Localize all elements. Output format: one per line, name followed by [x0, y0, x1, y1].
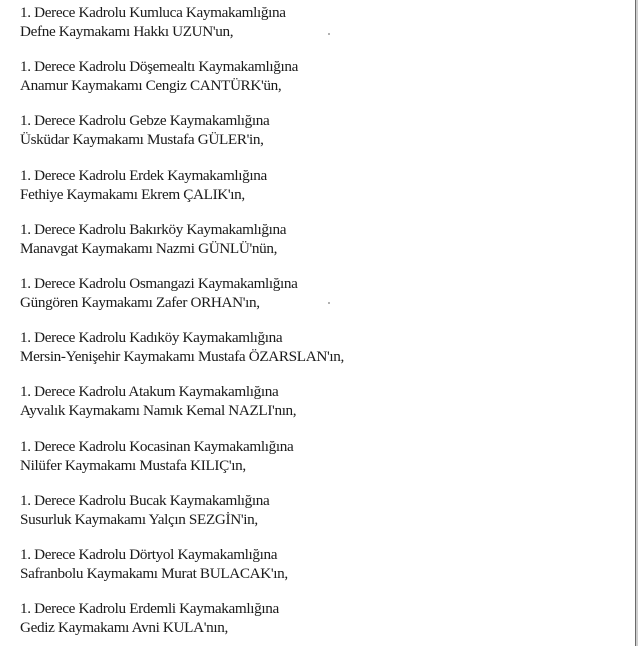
position-text: 1. Derece Kadrolu Kumluca Kaymakamlığına — [20, 4, 286, 21]
position-text: 1. Derece Kadrolu Bakırköy Kaymakamlığına — [20, 220, 287, 238]
appointment-entry — [20, 166, 344, 220]
appointment-entry — [20, 491, 344, 545]
position-text: 1. Derece Kadrolu Erdemli Kaymakamlığına — [20, 600, 279, 618]
appointment-entry — [20, 274, 344, 328]
position-text: 1. Derece Kadrolu Bucak Kaymakamlığına — [20, 491, 270, 509]
appointee-text: Ayvalık Kaymakamı Namık Kemal NAZLI'nın, — [20, 402, 297, 420]
appointment-entry — [20, 57, 344, 111]
appointment-entry — [20, 111, 344, 165]
appointment-entry — [20, 382, 344, 436]
appointee-text: Susurluk Kaymakamı Yalçın SEZGİN'in, — [20, 510, 258, 528]
appointee-text: Fethiye Kaymakamı Ekrem ÇALIK'ın, — [20, 185, 245, 203]
appointee-text: Nilüfer Kaymakamı Mustafa KILIÇ'ın, — [20, 456, 246, 474]
position-text: 1. Derece Kadrolu Döşemealtı Kaymakamlığına — [20, 58, 299, 76]
appointee-text: Güngören Kaymakamı Zafer ORHAN'ın, — [20, 293, 260, 311]
position-text: 1. Derece Kadrolu Gebze Kaymakamlığına — [20, 112, 270, 130]
appointment-entry — [20, 599, 344, 653]
appointee-text: Manavgat Kaymakamı Nazmi GÜNLÜ'nün, — [20, 239, 278, 257]
position-text: 1. Derece Kadrolu Osmangazi Kaymakamlığına — [20, 274, 298, 292]
position-text: 1. Derece Kadrolu Kadıköy Kaymakamlığına — [20, 329, 283, 347]
appointee-text: Gediz Kaymakamı Avni KULA'nın, — [20, 619, 228, 637]
appointee-text: Mersin-Yenişehir Kaymakamı Mustafa ÖZARSLAN'ın, — [20, 348, 344, 366]
position-text: 1. Derece Kadrolu Erdek Kaymakamlığına — [20, 166, 267, 184]
appointee-text: Üsküdar Kaymakamı Mustafa GÜLER'in, — [20, 131, 264, 149]
appointment-entry — [20, 220, 344, 274]
appointment-entry — [20, 437, 344, 491]
appointment-list — [20, 3, 344, 653]
position-text: 1. Derece Kadrolu Kocasinan Kaymakamlığına — [20, 437, 294, 455]
page-edge-line — [635, 0, 636, 646]
appointment-entry — [20, 3, 344, 57]
position-text: 1. Derece Kadrolu Dörtyol Kaymakamlığına — [20, 545, 278, 563]
appointment-entry — [20, 545, 344, 599]
appointee-text: Safranbolu Kaymakamı Murat BULACAK'ın, — [20, 564, 288, 582]
appointee-text: Anamur Kaymakamı Cengiz CANTÜRK'ün, — [20, 77, 282, 95]
appointment-entry — [20, 328, 344, 382]
position-text: 1. Derece Kadrolu Atakum Kaymakamlığına — [20, 383, 279, 401]
appointee-text: Defne Kaymakamı Hakkı UZUN'un, — [20, 23, 234, 40]
page-edge-shadow — [636, 0, 638, 646]
